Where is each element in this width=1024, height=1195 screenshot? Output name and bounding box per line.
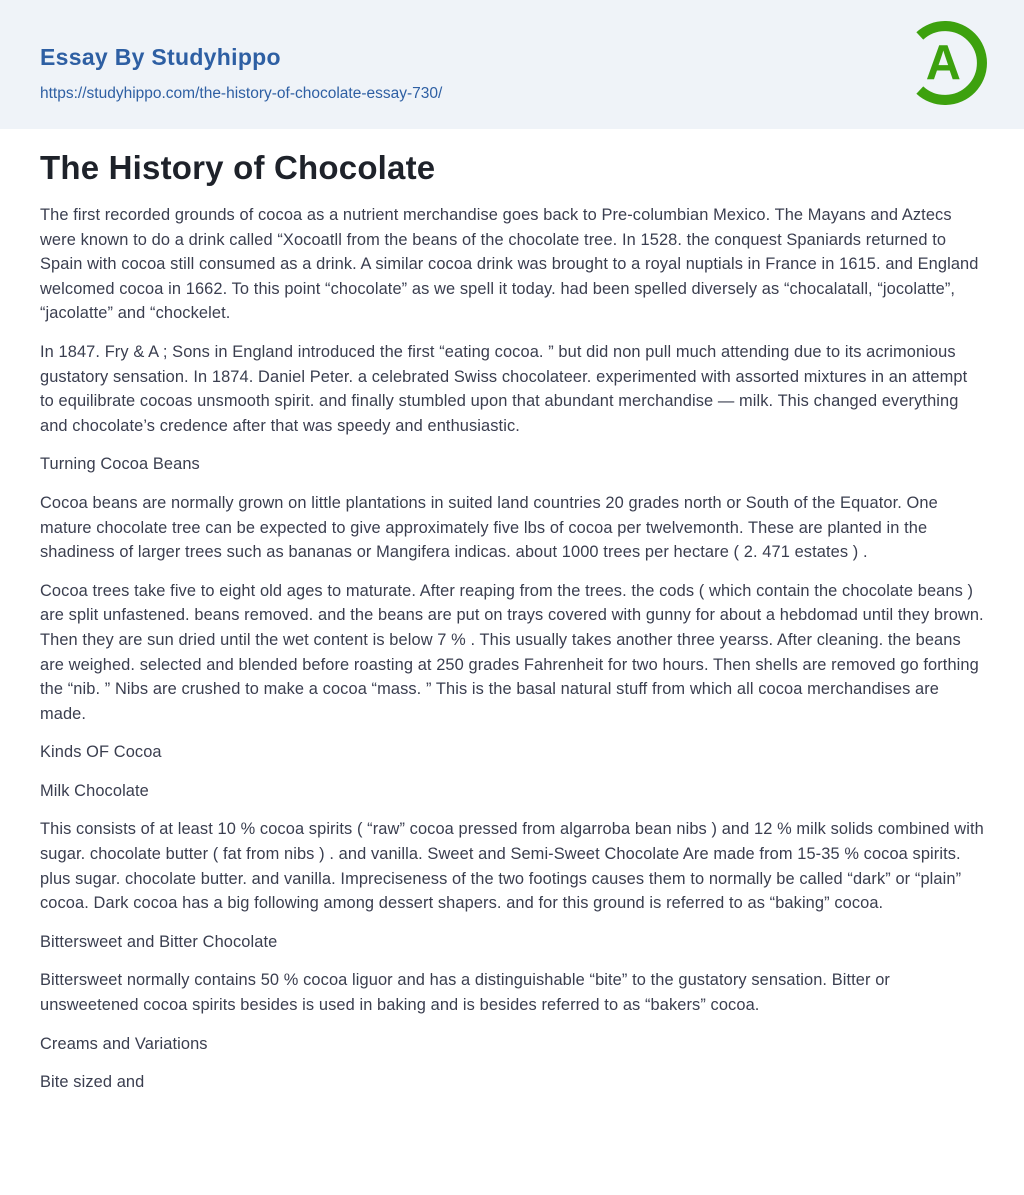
article-body (40, 203, 984, 1095)
site-title: Essay By Studyhippo (40, 44, 281, 70)
logo-letter: A (925, 36, 961, 90)
section-label: Kinds OF Cocoa (40, 743, 162, 762)
source-url-link[interactable]: https://studyhippo.com/the-history-of-chocolate-essay-730/ (40, 85, 443, 102)
paragraph: The first recorded grounds of cocoa as a nutrient merchandise goes back to Pre-columbian Mexico. The Mayans and Aztecs were known to do a drink called “Xocoatll from the beans of the chocolate tree. In 1528. the conquest Spaniards returned to Spain with cocoa still consumed as a drink. A similar cocoa drink was brought to a royal nuptials in France in 1615. and England welcomed cocoa in 1662. To this point “chocolate” as we spell it today. had been spelled diversely as “chocalatall, “jocolatte”, “jacolatte” and “chockelet. (40, 206, 979, 323)
section-label: Turning Cocoa Beans (40, 455, 200, 474)
paragraph: Cocoa beans are normally grown on little plantations in suited land countries 20 grades north or South of the Equator. One mature chocolate tree can be expected to give approximately five lbs of cocoa per twelvemonth. These are planted in the shadiness of larger trees such as bananas or Mangifera indicas. about 1000 trees per hectare ( 2. 471 estates ) . (40, 493, 938, 562)
paragraph: Bittersweet normally contains 50 % cocoa liguor and has a distinguishable “bite” to the gustatory sensation. Bitter or unsweetened cocoa spirits besides is used in baking and is besides referred to as “bakers” cocoa. (40, 971, 890, 1015)
page-header (0, 0, 1024, 129)
paragraph: This consists of at least 10 % cocoa spirits ( “raw” cocoa pressed from algarroba bean nibs ) and 12 % milk solids combined with sugar. chocolate butter ( fat from nibs ) . and vanilla. Sweet and Semi-Sweet Chocolate Are made from 15-35 % cocoa spirits. plus sugar. chocolate butter. and vanilla. Impreciseness of the two footings causes them to normally be called “dark” or “plain” cocoa. Dark cocoa has a big following among dessert shapers. and for this ground is referred to as “baking” cocoa. (40, 820, 984, 913)
paragraph: In 1847. Fry & A ; Sons in England introduced the first “eating cocoa. ” but did non pull much attending due to its acrimonious gustatory sensation. In 1874. Daniel Peter. a celebrated Swiss chocolateer. experimented with assorted mixtures in an attempt to equilibrate cocoas unsmooth spirit. and finally stumbled upon that abundant merchandise — milk. This changed everything and chocolate’s credence after that was speedy and enthusiastic. (40, 342, 968, 435)
section-label: Milk Chocolate (40, 781, 149, 800)
paragraph: Cocoa trees take five to eight old ages to maturate. After reaping from the trees. the cods ( which contain the chocolate beans ) are split unfastened. beans removed. and the beans are put on trays covered with gunny for about a hebdomad until they brown. Then they are sun dried until the wet content is below 7 % . This usually takes another three yearss. After cleaning. the beans are weighed. selected and blended before roasting at 250 grades Fahrenheit for two hours. Then shells are removed go forthing the “nib. ” Nibs are crushed to make a cocoa “mass. ” This is the basal natural stuff from which all cocoa merchandises are made. (40, 581, 984, 723)
section-label: Creams and Variations (40, 1034, 208, 1053)
essay-article (0, 129, 1024, 1095)
essay-title: The History of Chocolate (40, 149, 436, 186)
logo-arc-graphic (903, 21, 987, 105)
paragraph: Bite sized and (40, 1073, 145, 1092)
section-label: Bittersweet and Bitter Chocolate (40, 932, 278, 951)
studyhippo-logo (903, 21, 987, 105)
